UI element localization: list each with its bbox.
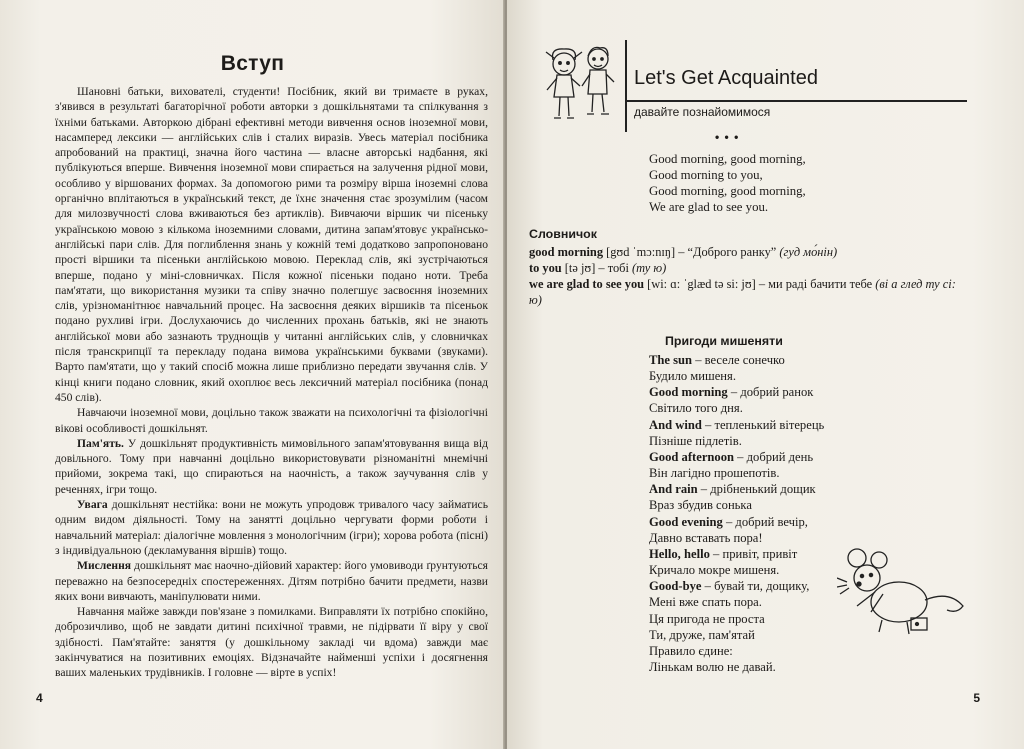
- paragraph-lead: Пам'ять.: [77, 436, 124, 450]
- poem-line-text: Кричало мокре мишеня.: [649, 563, 780, 578]
- poem-line: [649, 481, 824, 497]
- poem-line-text: Будило мишеня.: [649, 369, 736, 384]
- mouse-illustration: [837, 540, 967, 640]
- poem-line: We are glad to see you.: [649, 200, 769, 214]
- poem-line-english: Good evening: [649, 514, 723, 529]
- poem-line-english: And wind: [649, 417, 702, 432]
- poem-line-text: Давно вставать пора!: [649, 530, 763, 545]
- vocab-translation: [gʊd ˈmɔ:nɪŋ] – “Доброго ранку”: [603, 245, 780, 259]
- poem-line: Good morning, good morning,: [649, 152, 806, 166]
- poem-line: [649, 400, 824, 416]
- vocab-word: we are glad to see you: [529, 277, 645, 291]
- poem-line: [649, 611, 824, 627]
- poem-line-text: – добрий вечір,: [722, 514, 808, 529]
- header-vertical-rule: [625, 40, 627, 132]
- paragraph-text: Навчаючи іноземної мови, доцільно також зважати на психологічні та фізіологічні вікові особливості дошкільнят.: [55, 406, 488, 435]
- page-title: Вступ: [220, 52, 285, 75]
- left-page: [0, 0, 505, 749]
- paragraph-text: дошкільнят нестійка: вони не можуть упродовж тривалого часу займатись одним видом діяльності. Тому на занятті доцільно чергувати форми роботи і навчальний матеріал: діалогічне мовлення з монологічним (ігри); хорова робота (пісні) з індивідуальною (декламування віршів) тощо.: [55, 498, 488, 557]
- paragraph: [55, 604, 488, 680]
- vocab-translation: [wi: ɑ: ˈglæd tə si: jʊ] – ми раді бачити тебе: [644, 277, 876, 291]
- poem-line-english: Hello, hello: [649, 546, 710, 561]
- introduction-text: [55, 84, 488, 681]
- poem-line-english: Good-bye: [649, 579, 702, 594]
- poem-line-text: Пізніше підлетів.: [649, 433, 742, 448]
- poem-line: [649, 417, 824, 433]
- paragraph: [55, 405, 488, 436]
- paragraph-text: У дошкільнят продуктивність мимовільного запам'ятовування вища від довільного. Тому при навчанні доцільно використовувати різноманітні мнемічні прийоми, зокрема такі, що спираються на наочність, а також заучування слів у реченнях, ігри тощо.: [55, 436, 488, 496]
- poem-line: [649, 627, 824, 643]
- poem-line: [649, 562, 824, 578]
- poem-line: [649, 352, 824, 368]
- vocab-pronunciation: (ту ю): [632, 261, 667, 275]
- poem-line: [649, 659, 824, 675]
- poem-line-text: Ти, друже, пам'ятай: [649, 627, 755, 642]
- vocab-entry: [529, 260, 969, 276]
- vocab-pronunciation: (гуд мо́нін): [779, 245, 838, 259]
- lesson-title: Let's Get Acquainted: [634, 67, 818, 89]
- poem-line-text: Світило того дня.: [649, 401, 743, 416]
- poem-line-english: Good morning: [649, 385, 728, 400]
- vocab-pronunciation: (ві а глед ту сі: ю): [529, 277, 956, 307]
- poem-line: [649, 384, 824, 400]
- poem-line-english: And rain: [649, 482, 698, 497]
- poem-line: Good morning, good morning,: [649, 184, 806, 198]
- poem-line: [649, 368, 824, 384]
- paragraph-lead: Мислення: [77, 559, 132, 573]
- paragraph-text: Шановні батьки, вихователі, студенти! Посібник, який ви тримаєте в руках, з'явився в результаті багаторічної роботи авторки з дошкільнятами та спілкування з їхніми батьками. Авторкою дібрані ефективні методи вивчення основ іноземної мови, насамперед лексики — англійських слів і сталих виразів. Увесь матеріал посібника апробований на практиці, значна його частина — власне авторські надбання, які публікуються вперше. Вивчення іноземної мови спирається на залучення рідної мови, особливо у віршованих формах. За допомогою рими та розміру вірша іноземні слова органічно вплітаються в український текст, де їхнє значення стає зрозумілим (часом для милозвучності слова вживаються без артиклів). Вивчаючи віршик чи пісеньку українською мовою з кількома іноземними словами, дитина запам'ятовує українсько-англійські пари слів. Для поглиблення знань у кожній темі додатково запропоновано прості віршики та пісеньки англійською мовою. Переклад слів, які зустрічаються вперше, подано у міні-словничках. Після кожної пісеньки подано ноти. Треба пам'ятати, що використання музики та співу значно полегшує засвоєння іноземних слів, урізноманітнює навчальний процес. На засвоєння деяких віршиків та пісеньок подано рухливі ігри. Дослухаючись до численних прохань батьків, які не знають англійської мови або зазнають труднощів у читанні англійських слів, у словничках після транскрипції та перекладу подана вимова українськими буквами (звуками). Варто пам'ятати, що у такий спосіб можна лише приблизно передати звучання слів. У кінці книги подано словник, який охоплює весь лексичний матеріал посібника (понад 450 слів).: [55, 85, 488, 404]
- lesson-subtitle: давайте познайомимося: [634, 105, 771, 119]
- poem-line-text: – бувай ти, дощику,: [701, 579, 810, 594]
- vocab-word: good morning: [529, 245, 604, 259]
- page-number: 5: [973, 691, 980, 705]
- vocab-word: to you: [529, 261, 562, 275]
- poem-line-text: – добрий ранок: [727, 385, 814, 400]
- poem-line: [649, 643, 824, 659]
- poem-line: [649, 594, 824, 610]
- poem-line-text: Мені вже спать пора.: [649, 595, 762, 610]
- greeting-poem: [649, 151, 806, 215]
- vocab-entry: [529, 244, 969, 260]
- paragraph: [55, 436, 488, 497]
- poem-line: [649, 449, 824, 465]
- mouse-adventure-poem: [649, 352, 824, 675]
- poem-line: [649, 546, 824, 562]
- poem-line-text: – добрий день: [734, 449, 814, 464]
- poem-line-text: – тепленький вітерець: [701, 417, 825, 432]
- poem-line: [649, 497, 824, 513]
- page-number: 4: [36, 691, 43, 705]
- paragraph: [55, 497, 488, 558]
- poem-line-text: Правило єдине:: [649, 643, 733, 658]
- vocabulary-list: [529, 244, 969, 308]
- paragraph-lead: Увага: [77, 498, 108, 512]
- vocab-translation: [tə jʊ] – тобі: [561, 261, 633, 275]
- right-page: [507, 0, 1024, 749]
- poem-line-text: – дрібненький дощик: [697, 482, 816, 497]
- paragraph: [55, 558, 488, 604]
- poem-line: [649, 530, 824, 546]
- vocab-entry: [529, 276, 969, 308]
- poem-line-text: – веселе сонечко: [692, 353, 785, 367]
- poem-line: [649, 465, 824, 481]
- kids-illustration: [540, 42, 620, 124]
- poem-line-english: Good afternoon: [649, 449, 735, 464]
- poem-line: Good morning to you,: [649, 168, 763, 182]
- poem-line-text: Ця пригода не проста: [649, 611, 765, 626]
- poem-line-text: Він лагідно прошепотів.: [649, 466, 780, 481]
- vocabulary-heading: Словничок: [529, 227, 597, 241]
- poem-line-text: Лінькам волю не давай.: [649, 659, 776, 674]
- poem-line-english: The sun: [649, 353, 693, 367]
- poem-heading: Пригоди мишеняти: [665, 334, 783, 348]
- poem-line: [649, 433, 824, 449]
- poem-line: [649, 578, 824, 594]
- poem-line: [649, 514, 824, 530]
- header-horizontal-rule: [625, 100, 967, 102]
- paragraph: [55, 84, 488, 405]
- separator: • • •: [715, 130, 740, 144]
- poem-line-text: Враз збудив сонька: [649, 498, 752, 513]
- poem-line-text: – привіт, привіт: [709, 546, 798, 561]
- paragraph-text: дошкільнят має наочно-дійовий характер: його умовиводи ґрунтуються переважно на безпосередніх спостереженнях. Дітям потрібно бачити предмети, назви яких вони вивчають, маніпулювати ними.: [55, 559, 488, 603]
- paragraph-text: Навчання майже завжди пов'язане з помилками. Виправляти їх потрібно спокійно, доброзичливо, щоб не завдати дитині психічної травми, не підірвати її віру у свої здібності. Пам'ятайте: заняття (у дошкільному закладі чи вдома) завжди має закінчуватися на позитивних емоціях. Відзначайте найменші успіхи і досягнення ваших маленьких трудівників. І головне — вірте в успіх!: [55, 605, 488, 680]
